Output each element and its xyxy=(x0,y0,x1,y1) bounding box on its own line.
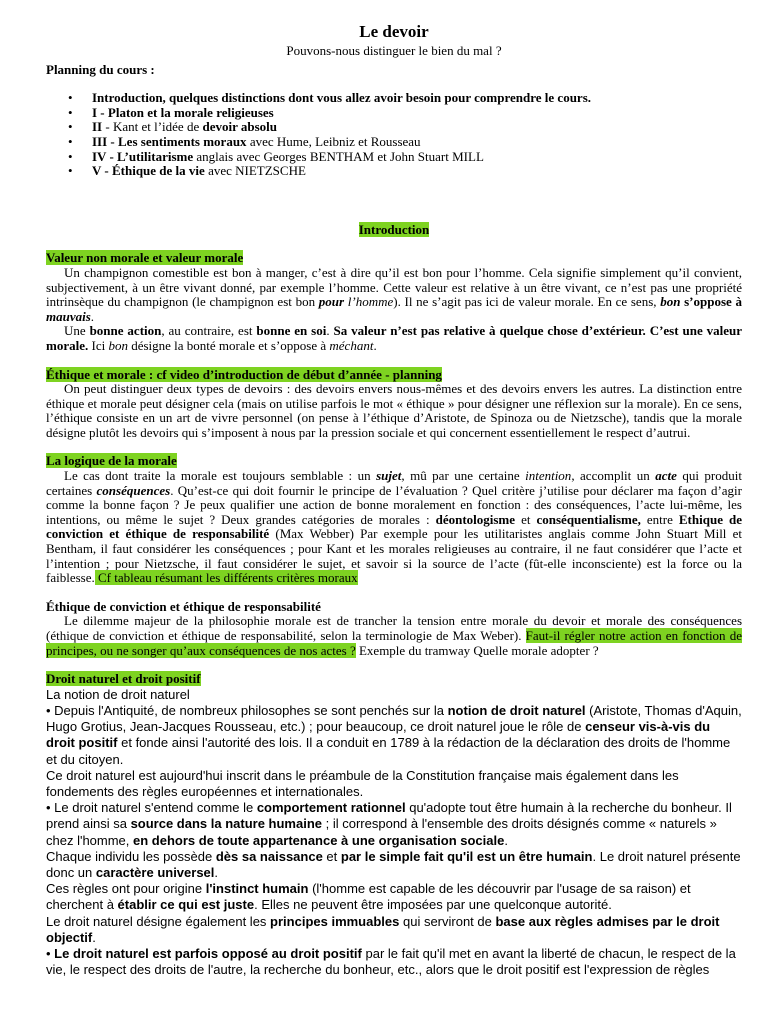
bullet-icon: • xyxy=(68,148,73,164)
paragraph: La notion de droit naturel xyxy=(46,686,190,702)
section-heading: Droit naturel et droit positif xyxy=(46,671,201,687)
list-item: • III - Les sentiments moraux avec Hume, Leibniz et Rousseau xyxy=(68,133,421,149)
paragraph: • Le droit naturel s'entend comme le comportement rationnel qu'adopte tout être humain à la recherche du bonheur. Il prend ainsi sa source dans la nature humaine ; il correspond à l'ensemble des droits désignés comme « naturels » chez l'homme, en dehors de toute appartenance à une organisation sociale. xyxy=(46,800,732,848)
page-title: Le devoir xyxy=(359,22,429,41)
paragraph: Le cas dont traite la morale est toujours semblable : un sujet, mû par une certaine intention, accomplit un acte qui produit certaines conséquences. Qu’est-ce qui doit fournir le principe de l’évaluation ? Quel critère j’utilise pour déclarer ma façon d’agir comme la bonne façon ? Je peux qualifier une action de bonne moralement en fonction : des conséquences, l’acte lui-même, les intentions, ou même le sujet ? Deux grandes catégories de morales : déontologisme et conséquentialisme, entre Ethique de conviction et éthique de responsabilité (Max Webber) Par exemple pour les utilitaristes anglais comme John Stuart Mill et Bentham, il faut considérer les conséquences ; pour Kant et les morales religieuses au contraire, il ne faut considérer que l’acte et l’intention ; pour Nietzsche, il faut considérer le sujet, et savoir si la source de l’acte (fût-elle inconsciente) est la force ou la faiblesse. Cf tableau résumant les différents critères moraux xyxy=(46,468,742,586)
paragraph: Ces règles ont pour origine l'instinct humain (l'homme est capable de les découvrir par l'usage de sa raison) et cherchent à établir ce qui est juste. Elles ne peuvent être imposées par une quelconque autorité. xyxy=(46,881,691,913)
paragraph: Le dilemme majeur de la philosophie morale est de trancher la tension entre morale du devoir et morale des conséquences (éthique de conviction et éthique de responsabilité, selon la terminologie de Max Weber). Faut-il régler notre action en fonction de principes, ou ne songer qu’aux conséquences de nos actes ? Exemple du tramway Quelle morale adopter ? xyxy=(46,613,743,658)
bullet-icon: • xyxy=(68,104,73,120)
paragraph: Chaque individu les possède dès sa naissance et par le simple fait qu'il est un être humain. Le droit naturel présente donc un caractère universel. xyxy=(46,848,741,881)
document-page xyxy=(46,22,742,978)
list-item: • IV - L’utilitarisme anglais avec Georges BENTHAM et John Stuart MILL xyxy=(68,148,484,164)
highlight-question: Faut-il régler notre action en fonction de principes, ou ne songer qu’aux conséquences de nos actes ? xyxy=(46,628,743,658)
bullet-icon: • xyxy=(68,163,73,179)
bullet-icon: • xyxy=(68,133,73,149)
bullet-icon: • xyxy=(68,90,73,106)
planning-label: Planning du cours : xyxy=(46,61,155,77)
list-item: • I - Platon et la morale religieuses xyxy=(68,104,274,120)
highlight-reference: Cf tableau résumant les différents critères moraux xyxy=(94,570,358,586)
list-item: • V - Éthique de la vie avec NIETZSCHE xyxy=(68,163,306,179)
droit-naturel-text xyxy=(46,687,742,979)
paragraph: On peut distinguer deux types de devoirs : des devoirs envers nous-mêmes et des devoirs envers les autres. La distinction entre éthique et morale peut désigner cela (mais on utilise parfois le mot « éthique » pour désigner une réflexion sur la morale). En ce sens, l’éthique consiste en un art de vivre personnel (on pense à l’éthique d’Aristote, de Spinoza ou de Nietzsche), tandis que la morale désigne plutôt les devoirs qui s’imposent à nous par la pression sociale et qui concernent essentiellement le respect d’autrui. xyxy=(46,381,742,440)
course-plan-list xyxy=(46,91,742,179)
bullet-icon: • xyxy=(68,119,73,135)
section-heading: Éthique et morale : cf video d’introduction de début d’année - planning xyxy=(46,366,442,382)
paragraph: Un champignon comestible est bon à manger, c’est à dire qu’il est bon pour l’homme. Cela signifie simplement qu’il convient, subjectivement, à un être vivant donné, par exemple l’homme. Cette valeur est relative à un être vivant, ce n’est pas une propriété intrinsèque du champignon (le champignon est bon pour l’homme). Il ne s’agit pas ici de valeur morale. En ce sens, bon s’oppose à mauvais. xyxy=(46,264,742,324)
paragraph: Une bonne action, au contraire, est bonne en soi. Sa valeur n’est pas relative à quelque chose d’extérieur. C’est une valeur morale. Ici bon désigne la bonté morale et s’oppose à méchant. xyxy=(46,323,742,353)
paragraph: Le droit naturel désigne également les principes immuables qui serviront de base aux règles admises par le droit objectif. xyxy=(46,913,720,945)
paragraph: • Depuis l'Antiquité, de nombreux philosophes se sont penchés sur la notion de droit naturel (Aristote, Thomas d'Aquin, Hugo Grotius, Jean-Jacques Rousseau, etc.) ; pour beaucoup, ce droit naturel joue le rôle de censeur vis-à-vis du droit positif et fonde ainsi l'autorité des lois. Il a conduit en 1789 à la rédaction de la déclaration des droits de l'homme et du citoyen. xyxy=(46,702,742,767)
introduction-heading: Introduction xyxy=(358,221,430,237)
page-subtitle: Pouvons-nous distinguer le bien du mal ? xyxy=(286,43,502,58)
section-heading: Valeur non morale et valeur morale xyxy=(46,250,244,266)
section-heading: La logique de la morale xyxy=(46,453,177,469)
paragraph: Ce droit naturel est aujourd'hui inscrit dans le préambule de la Constitution française mais également dans les fondements des règles européennes et internationales. xyxy=(46,767,679,799)
section-heading: Éthique de conviction et éthique de responsabilité xyxy=(46,598,321,614)
list-item: • Introduction, quelques distinctions dont vous allez avoir besoin pour comprendre le cours. xyxy=(68,90,592,106)
list-item: • II - Kant et l’idée de devoir absolu xyxy=(68,119,277,135)
paragraph: • Le droit naturel est parfois opposé au droit positif par le fait qu'il met en avant la liberté de chacun, le respect de la vie, le respect des droits de l'autre, la recherche du bonheur, etc., alors que le droit positif est l'expression de règles xyxy=(46,946,736,978)
